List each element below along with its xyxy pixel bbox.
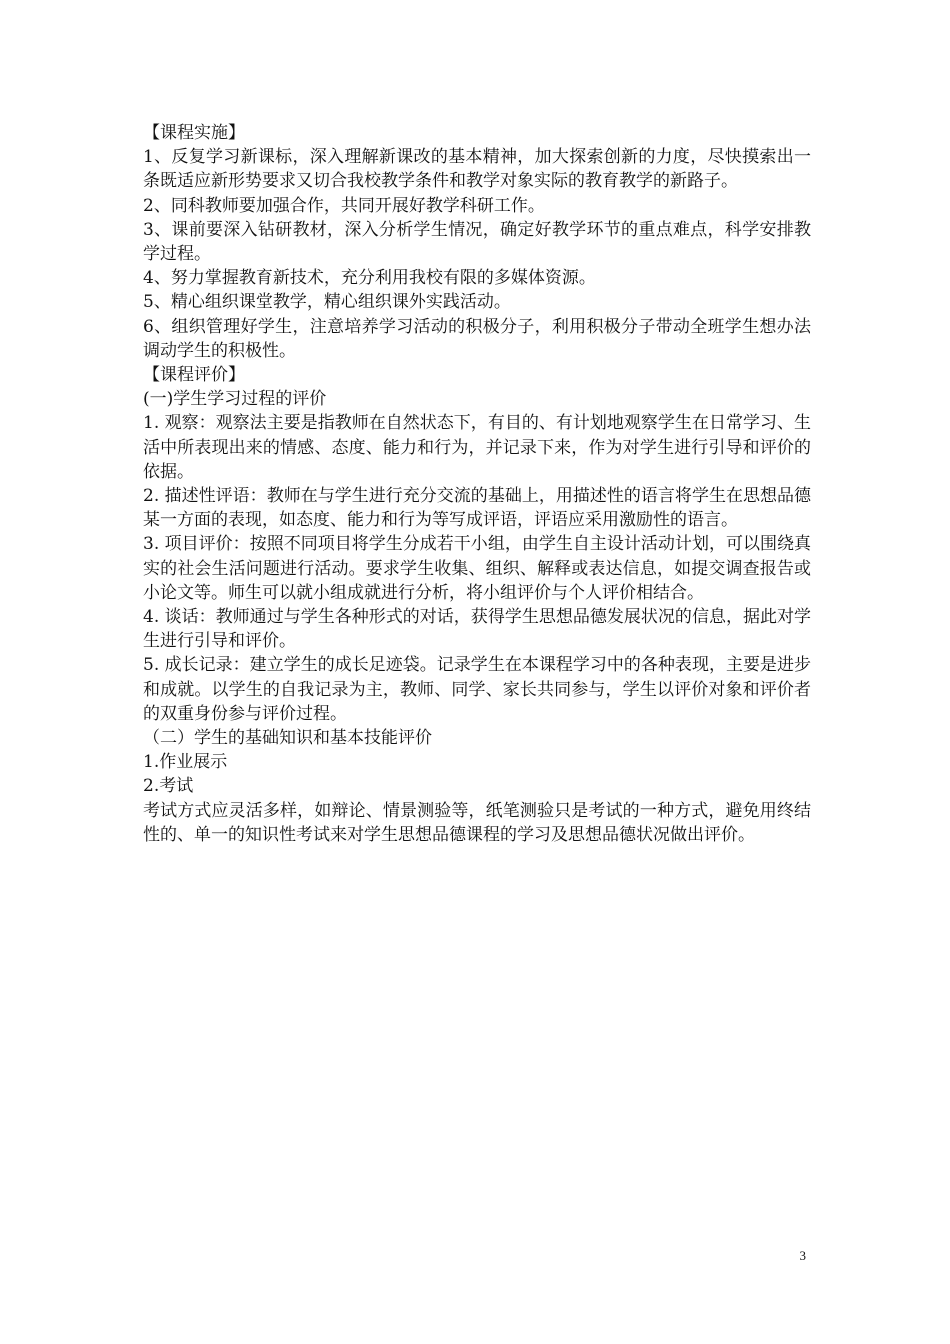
- section-heading-implementation: 【课程实施】: [143, 123, 245, 143]
- paragraph: 4. 谈话：教师通过与学生各种形式的对话，获得学生思想品德发展状况的信息，据此对学生进行引导和评价。: [143, 607, 811, 652]
- paragraph: 6、组织管理好学生，注意培养学习活动的积极分子，利用积极分子带动全班学生想办法调动学生的积极性。: [143, 316, 811, 361]
- paragraph: 3、课前要深入钻研教材，深入分析学生情况，确定好教学环节的重点难点，科学安排教学过程。: [143, 219, 811, 265]
- paragraph: 2. 描述性评语：教师在与学生进行充分交流的基础上，用描述性的语言将学生在思想品德某一方面的表现，如态度、能力和行为等写成评语，评语应采用激励性的语言。: [143, 486, 811, 531]
- section-heading-evaluation: 【课程评价】: [143, 365, 245, 386]
- paragraph: 5. 成长记录：建立学生的成长足迹袋。记录学生在本课程学习中的各种表现，主要是进步和成就。以学生的自我记录为主，教师、同学、家长共同参与，学生以评价对象和评价者的双重身份参与评价过程。: [143, 655, 811, 724]
- list-item: 2.考试: [143, 776, 194, 797]
- subsection-heading: （二）学生的基础知识和基本技能评价: [143, 728, 432, 749]
- document-body: [143, 121, 811, 847]
- list-item: 1.作业展示: [143, 752, 228, 773]
- paragraph: 4、努力掌握教育新技术，充分利用我校有限的多媒体资源。: [143, 268, 596, 289]
- paragraph: 3. 项目评价：按照不同项目将学生分成若干小组，由学生自主设计活动计划，可以围绕真实的社会生活问题进行活动。要求学生收集、组织、解释或表达信息，如提交调查报告或小论文等。师生可以就小组成就进行分析，将小组评价与个人评价相结合。: [143, 534, 811, 603]
- paragraph: 2、同科教师要加强合作，共同开展好教学科研工作。: [143, 195, 545, 216]
- paragraph: 1、反复学习新课标，深入理解新课改的基本精神，加大探索创新的力度，尽快摸索出一条既适应新形势要求又切合我校教学条件和教学对象实际的教育教学的新路子。: [143, 147, 811, 192]
- page-number: 3: [799, 1248, 806, 1263]
- paragraph: 1. 观察：观察法主要是指教师在自然状态下，有目的、有计划地观察学生在日常学习、生活中所表现出来的情感、态度、能力和行为，并记录下来，作为对学生进行引导和评价的依据。: [143, 413, 811, 482]
- paragraph: 5、精心组织课堂教学，精心组织课外实践活动。: [143, 292, 511, 313]
- paragraph: 考试方式应灵活多样，如辩论、情景测验等，纸笔测验只是考试的一种方式，避免用终结性的、单一的知识性考试来对学生思想品德课程的学习及思想品德状况做出评价。: [143, 800, 811, 845]
- subsection-heading: (一)学生学习过程的评价: [143, 389, 327, 410]
